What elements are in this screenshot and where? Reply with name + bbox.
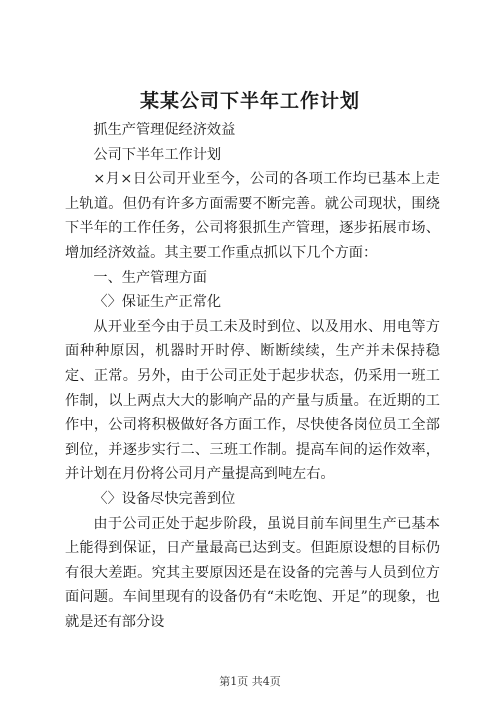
page-footer: 第1页 共4页: [219, 675, 281, 688]
section-heading: 一、生产管理方面: [93, 269, 207, 286]
body-paragraph: 由于公司正处于起步阶段，虽说目前车间里生产已基本上能得到保证，日产量最高已达到支。但距原设想的目标仍有很大差距。究其主要原因还是在设备的完善与人员到位方面问题。车间里现有的设备仍有“未吃饱、开足”的现象，也就是还有部分设: [65, 515, 440, 630]
body-paragraph: 公司下半年工作计划: [93, 146, 222, 163]
document-title: 某某公司下半年工作计划: [139, 90, 360, 112]
body-paragraph: 从开业至今由于员工未及时到位、以及用水、用电等方面种种原因，机器时开时停、断断续续，生产并未保持稳定、正常。另外，由于公司正处于起步状态，仍采用一班工作制，以上两点大大的影响产品的产量与质量。在近期的工作中，公司将积极做好各方面工作，尽快使各岗位员工全部到位，并逐步实行二、三班工作制。提高车间的运作效率，并计划在月份将公司月产量提高到吨左右。: [65, 318, 440, 483]
body-paragraph: 抓生产管理促经济效益: [93, 122, 236, 138]
body-paragraph: ×月×日公司开业至今，公司的各项工作均已基本上走上轨道。但仍有许多方面需要不断完善。就公司现状，围绕下半年的工作任务，公司将狠抓生产管理，逐步拓展市场、增加经济效益。其主要工作重点抓以下几个方面：: [65, 171, 440, 261]
subsection-heading: 〈〉保证生产正常化: [93, 294, 222, 311]
subsection-heading: 〈〉设备尽快完善到位: [93, 490, 236, 507]
document-body: [65, 118, 440, 634]
